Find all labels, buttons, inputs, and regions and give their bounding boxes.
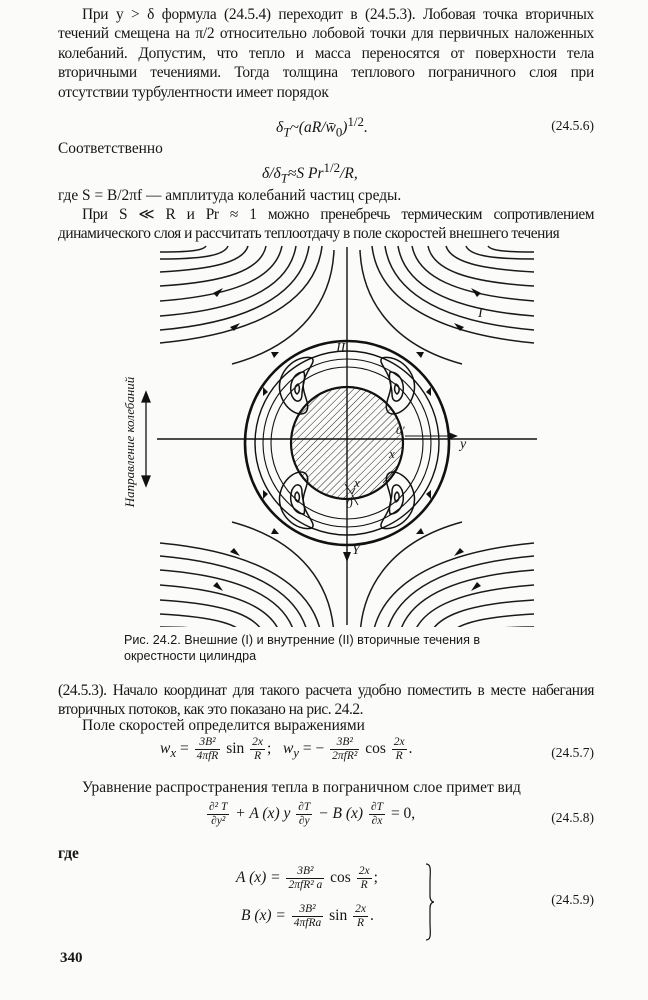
label-x-upper: x (389, 446, 395, 461)
eq3-end: . (408, 740, 413, 758)
eq2-c: /R, (340, 165, 358, 183)
paragraph-heat-equation: Уравнение распространения тепла в пограничном слое примет вид (82, 779, 521, 796)
eq5-a-end: ; (373, 869, 378, 887)
eq3-frac4: $\frac{2x}{R}$ (393, 736, 405, 762)
label-inner-flow: II (336, 341, 346, 356)
eq1-zero: 0 (335, 124, 343, 140)
paragraph-where: где (58, 845, 79, 862)
page-number: 340 (60, 950, 83, 966)
eq1-end: . (363, 119, 368, 137)
eq1-rp: ) (342, 119, 348, 137)
eq3-cos: cos (365, 740, 386, 758)
equation-number-24-5-8: (24.5.8) (551, 810, 594, 825)
eq2-a: δ/δ (262, 165, 281, 183)
equation-number-24-5-6: (24.5.6) (551, 118, 594, 133)
equation-number-24-5-9: (24.5.9) (551, 892, 594, 907)
label-x-lower: x (354, 475, 360, 490)
eq4-t2: − B (x) (318, 805, 364, 823)
paragraph-velocity-field: Поле скоростей определится выражениями (82, 717, 365, 734)
oscillation-direction-arrow (142, 392, 150, 486)
eq5-a-cos: cos (330, 869, 351, 887)
equation-number-24-5-7: (24.5.7) (551, 745, 594, 760)
eq3-sin: sin (226, 740, 245, 758)
eq4-frac3: $\frac{\partial T}{\partial x}$ (370, 801, 384, 827)
eq1-lhs: δ (276, 119, 284, 137)
eq4-t3: = 0, (390, 805, 416, 823)
equation-24-5-9-b (241, 903, 374, 930)
equation-24-5-9-a (236, 865, 378, 892)
eq4-t1: + A (x) y (235, 805, 291, 823)
coordinate-axes (157, 247, 537, 625)
eq3-wy: w (282, 740, 294, 758)
eq3-wx: w (160, 740, 171, 758)
eq3-eq2: = − (299, 740, 325, 758)
equation-24-5-8 (205, 801, 415, 828)
eq3-wx-sub: x (170, 745, 177, 761)
paragraph-origin: (24.5.3). Начало координат для такого расчета удобно поместить в месте набегания вторичных потоков, как это показано на рис. 24.2. (58, 682, 594, 719)
label-y-local: y (460, 437, 467, 452)
label-y-axis: Y (352, 543, 360, 558)
eq4-frac2: $\frac{\partial T}{\partial y}$ (298, 801, 311, 827)
eq3-frac3: $\frac{\text{3B²}}{\text{2πfR²}}$ (332, 736, 358, 762)
eq3-frac1: $\frac{\text{3B²}}{\text{4πfR}}$ (196, 736, 219, 762)
eq5-b-frac2: $\frac{2x}{R}$ (355, 903, 366, 929)
eq1-rel: ~(aR/w̄ (290, 119, 336, 137)
y-axis-arrow (343, 552, 351, 562)
label-outer-flow: I (478, 306, 483, 321)
side-label-oscillation: Направление колебаний (122, 376, 137, 508)
paragraph-intro: При y > δ формула (24.5.4) переходит в (24.5.3). Лобовая точка вторичных течений смещена на π/2 относительно лобовой точки для первичных наложенных колебаний. Допустим, что тепло и масса переносятся от поверхности тела вторичными течениями. Тогда толщина теплового пограничного слоя при отсутствии турбулентности имеет порядок (58, 6, 594, 101)
figure-caption: Рис. 24.2. Внешние (I) и внутренние (II) вторичные течения в окрестности цилиндра (124, 633, 481, 663)
paragraph-accordingly: Соответственно (58, 140, 163, 157)
paragraph-neglect: При S ≪ R и Pr ≈ 1 можно пренебречь термическим сопротивлением динамического слоя и рассчитать теплоотдачу в поле скоростей внешнего течения (58, 206, 594, 243)
eq5-a-frac2: $\frac{2x}{R}$ (358, 865, 370, 891)
eq3-wy-sub: y (293, 745, 300, 761)
equation-brace (424, 862, 436, 942)
label-origin-prime: 0' (396, 423, 405, 437)
eq5-b-frac1: $\frac{\text{3B²}}{\text{4πfRa}}$ (293, 903, 322, 929)
equation-24-5-7 (160, 736, 412, 763)
eq3-sep: ; (267, 740, 272, 758)
eq2-sub: T (280, 170, 288, 186)
eq5-b-end: . (369, 907, 374, 925)
eq5-a-frac1: $\frac{\text{3B²}}{\text{2πfR² a}}$ (288, 865, 323, 891)
eq5-b-lhs: B (x) = (241, 907, 286, 925)
eq2-b: ≈S Pr (287, 165, 324, 183)
eq5-b-sin: sin (329, 907, 348, 925)
eq2-pow: 1/2 (323, 160, 341, 175)
label-origin: 0 (346, 496, 353, 511)
eq3-eq: = (176, 740, 189, 758)
eq3-frac2: $\frac{2x}{R}$ (252, 736, 264, 762)
paragraph-where-s: где S = B/2πf — амплитуда колебаний частиц среды. (58, 187, 402, 204)
eq1-sub: T (283, 124, 291, 140)
eq1-pow: 1/2 (347, 114, 364, 129)
eq5-a-lhs: A (x) = (236, 869, 281, 887)
eq4-frac1: $\frac{\text{∂² T}}{\text{∂y²}}$ (209, 801, 228, 827)
